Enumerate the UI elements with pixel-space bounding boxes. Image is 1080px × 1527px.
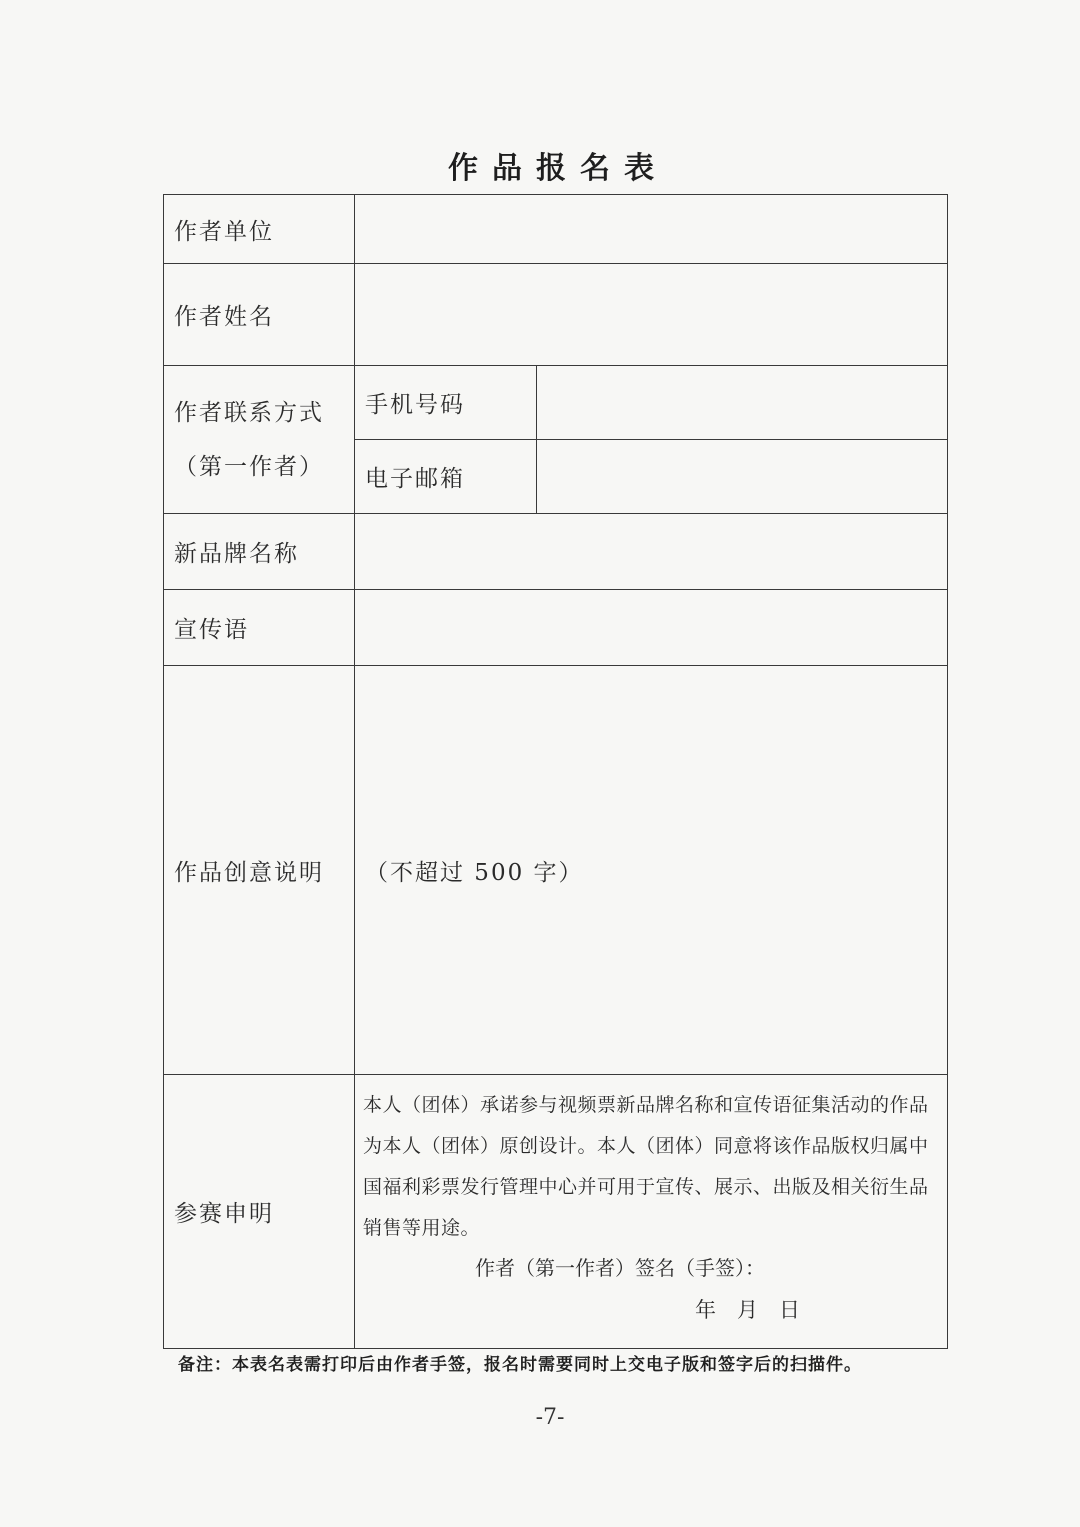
field-author-unit[interactable] <box>355 195 948 264</box>
label-author-unit: 作者单位 <box>164 195 355 264</box>
signature-line[interactable]: 作者（第一作者）签名（手签）： <box>475 1256 765 1280</box>
row-brand-name <box>164 514 948 590</box>
declaration-cell <box>355 1075 948 1349</box>
row-creative-description <box>164 666 948 1075</box>
label-contact-line1: 作者联系方式 <box>174 399 324 426</box>
label-email: 电子邮箱 <box>355 440 537 514</box>
registration-form-table <box>163 194 948 1349</box>
footnote: 备注：本表名表需打印后由作者手签，报名时需要同时上交电子版和签字后的扫描件。 <box>178 1355 862 1375</box>
form-title: 作品报名表 <box>448 151 668 186</box>
creative-description-hint: （不超过 500 字） <box>365 859 584 886</box>
label-declaration: 参赛申明 <box>164 1075 355 1349</box>
field-slogan[interactable] <box>355 590 948 666</box>
label-slogan: 宣传语 <box>164 590 355 666</box>
field-creative-description[interactable] <box>355 666 948 1075</box>
field-author-name[interactable] <box>355 264 948 366</box>
row-author-name <box>164 264 948 366</box>
field-phone[interactable] <box>537 366 948 440</box>
field-email[interactable] <box>537 440 948 514</box>
label-phone: 手机号码 <box>355 366 537 440</box>
date-line[interactable]: 年 月 日 <box>695 1298 800 1322</box>
label-brand-name: 新品牌名称 <box>164 514 355 590</box>
row-author-unit <box>164 195 948 264</box>
page-number: -7- <box>535 1405 565 1430</box>
label-author-name: 作者姓名 <box>164 264 355 366</box>
label-creative-description: 作品创意说明 <box>164 666 355 1075</box>
declaration-text: 本人（团体）承诺参与视频票新品牌名称和宣传语征集活动的作品为本人（团体）原创设计。本人（团体）同意将该作品版权归属中国福利彩票发行管理中心并可用于宣传、展示、出版及相关衍生品销售等用途。 <box>363 1094 929 1239</box>
label-contact-line2: （第一作者） <box>174 453 324 480</box>
row-slogan <box>164 590 948 666</box>
field-brand-name[interactable] <box>355 514 948 590</box>
row-phone <box>164 366 948 440</box>
label-author-contact <box>164 366 355 514</box>
row-declaration <box>164 1075 948 1349</box>
